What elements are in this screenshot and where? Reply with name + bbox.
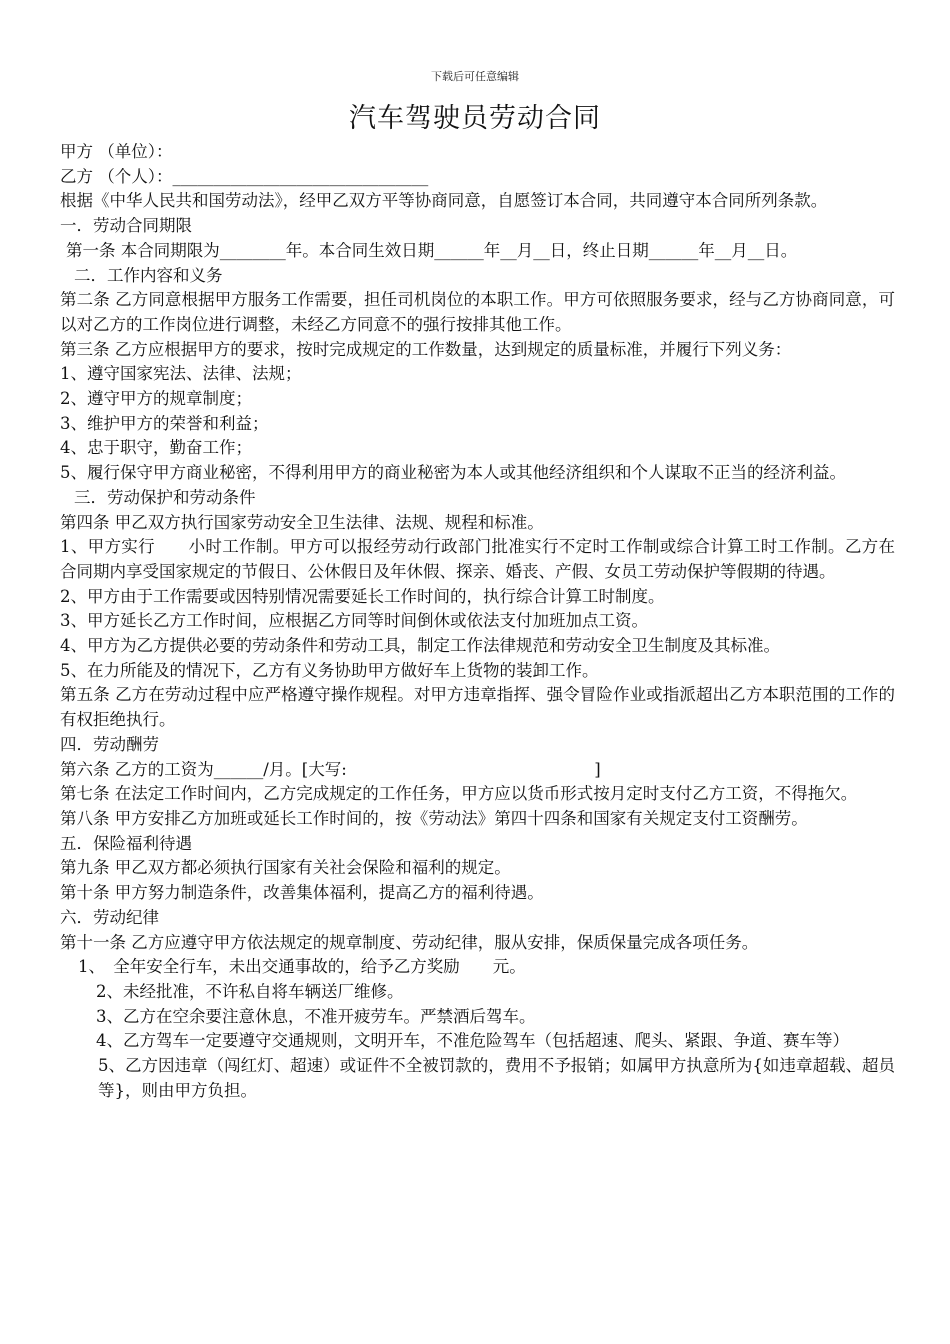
contract-line: 第八条 甲方安排乙方加班或延长工作时间的，按《劳动法》第四十四条和国家有关规定支付工资酬劳。 — [60, 808, 808, 828]
contract-line: 5、履行保守甲方商业秘密，不得利用甲方的商业秘密为本人或其他经济组织和个人谋取不正当的经济利益。 — [60, 463, 846, 483]
contract-line: 1、甲方实行 小时工作制。甲方可以报经劳动行政部门批准实行不定时工作制或综合计算工时工作制。乙方在合同期内享受国家规定的节假日、公休假日及年休假、探亲、婚丧、产假、女员工劳动保护等假期的待遇。 — [60, 537, 895, 581]
contract-line: 第五条 乙方在劳动过程中应严格遵守操作规程。对甲方违章指挥、强令冒险作业或指派超出乙方本职范围的工作的有权拒绝执行。 — [60, 685, 895, 730]
contract-line: 第七条 在法定工作时间内，乙方完成规定的工作任务，甲方应以货币形式按月定时支付乙方工资，不得拖欠。 — [60, 784, 858, 804]
contract-line: 根据《中华人民共和国劳动法》，经甲乙双方平等协商同意，自愿签订本合同，共同遵守本合同所列条款。 — [60, 191, 828, 211]
contract-line: 乙方 （个人）：_______________________________ — [60, 166, 429, 186]
contract-line: 第六条 乙方的工资为______/月。[大写: ] — [60, 759, 601, 779]
contract-line: 2、未经批准，不许私自将车辆送厂维修。 — [96, 981, 404, 1001]
contract-line: 甲方 （单位）： — [60, 142, 173, 161]
contract-line: 第十一条 乙方应遵守甲方依法规定的规章制度、劳动纪律，服从安排，保质保量完成各项任务。 — [60, 932, 759, 952]
contract-line: 4、乙方驾车一定要遵守交通规则，文明开车，不准危险驾车（包括超速、爬头、紧跟、争道、赛车等） — [96, 1031, 849, 1051]
contract-line: 5、乙方因违章（闯红灯、超速）或证件不全被罚款的，费用不予报销；如属甲方执意所为{如违章超载、超员等}，则由甲方负担。 — [98, 1056, 895, 1100]
contract-line: 4、忠于职守，勤奋工作； — [60, 438, 252, 458]
top-note: 下载后可任意编辑 — [431, 70, 519, 83]
contract-line: 3、乙方在空余要注意休息，不准开疲劳车。严禁酒后驾车。 — [96, 1006, 536, 1026]
contract-line: 3、维护甲方的荣誉和利益； — [60, 413, 269, 433]
contract-line: 第四条 甲乙双方执行国家劳动安全卫生法律、法规、规程和标准。 — [60, 512, 544, 532]
contract-line: 1、遵守国家宪法、法律、法规； — [60, 364, 302, 384]
contract-line: 六．劳动纪律 — [60, 907, 159, 927]
contract-line: 3、甲方延长乙方工作时间，应根据乙方同等时间倒休或依法支付加班加点工资。 — [60, 611, 648, 631]
contract-line: 第三条 乙方应根据甲方的要求，按时完成规定的工作数量，达到规定的质量标准，并履行下列义务： — [60, 339, 792, 359]
contract-line: 5、在力所能及的情况下，乙方有义务协助甲方做好车上货物的装卸工作。 — [60, 660, 599, 680]
contract-line: 2、遵守甲方的规章制度； — [60, 389, 252, 409]
contract-line: 五．保险福利待遇 — [60, 833, 192, 853]
contract-line: 第九条 甲乙双方都必须执行国家有关社会保险和福利的规定。 — [60, 858, 511, 878]
contract-line: 四．劳动酬劳 — [60, 734, 159, 754]
contract-line: 第一条 本合同期限为________年。本合同生效日期______年__月__日，终止日期______年__月__日。 — [66, 240, 798, 260]
contract-body — [60, 140, 895, 1103]
contract-line: 第十条 甲方努力制造条件，改善集体福利，提高乙方的福利待遇。 — [60, 883, 544, 903]
contract-line: 1、 全年安全行车，未出交通事故的，给予乙方奖励 元。 — [78, 957, 526, 977]
contract-line: 2、甲方由于工作需要或因特别情况需要延长工作时间的，执行综合计算工时制度。 — [60, 586, 665, 606]
contract-line: 一．劳动合同期限 — [60, 216, 192, 236]
document-title: 汽车驾驶员劳动合同 — [349, 103, 601, 134]
contract-line: 第二条 乙方同意根据甲方服务工作需要，担任司机岗位的本职工作。甲方可依照服务要求，经与乙方协商同意，可以对乙方的工作岗位进行调整，未经乙方同意不的强行按排其他工作。 — [60, 290, 895, 334]
contract-line: 三．劳动保护和劳动条件 — [74, 487, 256, 507]
contract-line: 4、甲方为乙方提供必要的劳动条件和劳动工具，制定工作法律规范和劳动安全卫生制度及其标准。 — [60, 636, 780, 656]
contract-line: 二．工作内容和义务 — [74, 265, 223, 285]
